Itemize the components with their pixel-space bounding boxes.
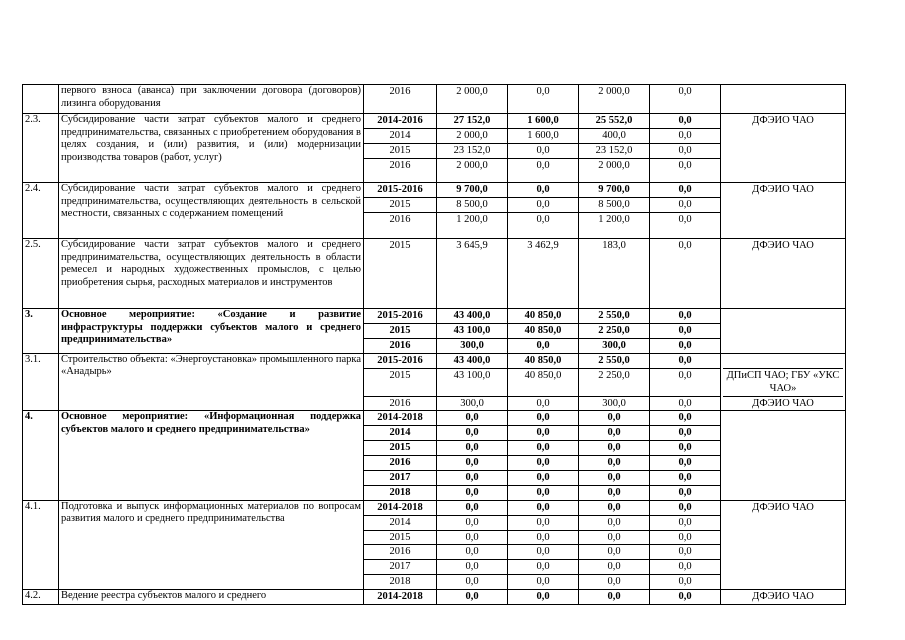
local-budget-value: 0,0: [650, 455, 720, 470]
regional-budget-cell: [579, 239, 650, 309]
regional-budget-value: 25 552,0: [595, 115, 633, 126]
total-amount-value: 2 000,0: [456, 86, 488, 97]
regional-budget-value: 300,0: [579, 396, 649, 411]
regional-budget-value: 300,0: [579, 338, 649, 353]
period-value: 2015-2016: [377, 310, 423, 321]
period-cell: [364, 353, 437, 411]
executor-value: ДФЭИО ЧАО: [752, 184, 814, 195]
federal-budget-value: 0,0: [508, 338, 578, 353]
local-budget-value: 0,0: [650, 425, 720, 440]
local-budget-value: 0,0: [678, 86, 692, 97]
regional-budget-cell: [579, 353, 650, 411]
regional-budget-cell: [579, 500, 650, 589]
regional-budget-value: 2 000,0: [579, 158, 649, 173]
total-amount-value: 300,0: [437, 396, 507, 411]
total-amount-cell: [437, 183, 508, 239]
row-number: 2.4.: [23, 183, 59, 239]
total-amount-value: 0,0: [437, 559, 507, 574]
table-row: [23, 239, 846, 309]
federal-budget-cell: [508, 85, 579, 114]
period-value: 2016: [364, 338, 436, 353]
period-value: 2018: [364, 485, 436, 500]
row-number: 3.: [23, 309, 59, 354]
table-row: [23, 411, 846, 500]
table-body: [23, 85, 846, 605]
federal-budget-value: 0,0: [508, 470, 578, 485]
federal-budget-cell: [508, 183, 579, 239]
local-budget-value: 0,0: [650, 323, 720, 338]
executor-cell: [721, 353, 846, 411]
regional-budget-cell: [579, 590, 650, 605]
regional-budget-value: 8 500,0: [579, 197, 649, 212]
executor-value: ДФЭИО ЧАО: [752, 115, 814, 126]
regional-budget-value: 2 550,0: [598, 310, 630, 321]
regional-budget-cell: [579, 183, 650, 239]
regional-budget-value: 0,0: [579, 440, 649, 455]
regional-budget-value: 23 152,0: [579, 143, 649, 158]
total-amount-value: 43 100,0: [437, 368, 507, 396]
federal-budget-cell: [508, 500, 579, 589]
total-amount-value: 43 400,0: [453, 310, 491, 321]
total-amount-value: 0,0: [437, 574, 507, 589]
period-cell: [364, 500, 437, 589]
activity-description: Ведение реестра субъектов малого и среднего: [59, 590, 364, 605]
regional-budget-cell: [579, 114, 650, 183]
local-budget-value: 0,0: [678, 240, 692, 251]
federal-budget-cell: [508, 309, 579, 354]
table-row: [23, 114, 846, 183]
local-budget-value: 0,0: [650, 470, 720, 485]
executor-cell: [721, 590, 846, 605]
federal-budget-value: 0,0: [536, 184, 550, 195]
period-value: 2015: [389, 240, 411, 251]
period-cell: [364, 183, 437, 239]
federal-budget-value: 0,0: [536, 86, 550, 97]
executor-cell: [721, 85, 846, 114]
federal-budget-value: 0,0: [508, 197, 578, 212]
local-budget-value: 0,0: [678, 310, 692, 321]
total-amount-value: 9 700,0: [456, 184, 488, 195]
regional-budget-value: 0,0: [579, 470, 649, 485]
table-row: [23, 309, 846, 354]
local-budget-value: 0,0: [650, 544, 720, 559]
regional-budget-value: 2 250,0: [579, 368, 649, 396]
table-row: [23, 500, 846, 589]
table-row: [23, 85, 846, 114]
total-amount-value: 2 000,0: [437, 158, 507, 173]
total-amount-value: 0,0: [465, 591, 479, 603]
executor-value: ДФЭИО ЧАО: [723, 396, 843, 411]
total-amount-value: 3 645,9: [456, 240, 488, 251]
local-budget-cell: [650, 183, 721, 239]
local-budget-cell: [650, 114, 721, 183]
total-amount-value: 23 152,0: [437, 143, 507, 158]
regional-budget-cell: [579, 411, 650, 500]
local-budget-cell: [650, 590, 721, 605]
federal-budget-value: 0,0: [536, 412, 550, 424]
period-value: 2014-2018: [377, 412, 423, 424]
federal-budget-value: 0,0: [508, 396, 578, 411]
regional-budget-value: 2 250,0: [579, 323, 649, 338]
regional-budget-value: 9 700,0: [598, 184, 630, 195]
total-amount-cell: [437, 590, 508, 605]
regional-budget-value: 183,0: [602, 240, 626, 251]
activity-description: Строительство объекта: «Энергоустановка» промышленного парка «Анадырь»: [59, 353, 364, 411]
period-value: 2015: [364, 440, 436, 455]
federal-budget-value: 0,0: [508, 515, 578, 530]
local-budget-value: 0,0: [650, 212, 720, 227]
period-value: 2017: [364, 470, 436, 485]
local-budget-value: 0,0: [650, 396, 720, 411]
period-value: 2016: [364, 158, 436, 173]
period-value: 2014-2018: [377, 591, 423, 603]
executor-value: ДФЭИО ЧАО: [752, 591, 814, 603]
regional-budget-value: 0,0: [607, 591, 621, 603]
table-row: [23, 353, 846, 411]
total-amount-cell: [437, 114, 508, 183]
period-value: 2016: [364, 455, 436, 470]
executor-cell: [721, 411, 846, 500]
local-budget-value: 0,0: [678, 354, 692, 366]
federal-budget-value: 0,0: [536, 501, 550, 513]
federal-budget-value: 0,0: [508, 485, 578, 500]
federal-budget-cell: [508, 114, 579, 183]
federal-budget-value: 0,0: [508, 544, 578, 559]
period-value: 2014-2018: [377, 501, 423, 513]
local-budget-cell: [650, 309, 721, 354]
total-amount-cell: [437, 353, 508, 411]
local-budget-value: 0,0: [678, 115, 692, 126]
executor-cell: [721, 183, 846, 239]
federal-budget-value: 1 600,0: [527, 115, 559, 126]
row-number: 4.1.: [23, 500, 59, 589]
local-budget-value: 0,0: [678, 591, 692, 603]
activity-description: Подготовка и выпуск информационных материалов по вопросам развития малого и среднего предпринимательства: [59, 500, 364, 589]
total-amount-value: 0,0: [437, 544, 507, 559]
executor-cell: [721, 114, 846, 183]
period-value: 2015: [364, 143, 436, 158]
federal-budget-value: 40 850,0: [524, 310, 562, 321]
regional-budget-value: 0,0: [579, 544, 649, 559]
total-amount-value: 0,0: [437, 440, 507, 455]
regional-budget-value: 0,0: [579, 455, 649, 470]
local-budget-value: 0,0: [650, 197, 720, 212]
total-amount-value: 0,0: [437, 515, 507, 530]
local-budget-value: 0,0: [678, 412, 692, 424]
federal-budget-value: 0,0: [508, 212, 578, 227]
period-cell: [364, 239, 437, 309]
regional-budget-cell: [579, 85, 650, 114]
federal-budget-value: 40 850,0: [508, 368, 578, 396]
total-amount-value: 0,0: [465, 412, 479, 424]
federal-budget-value: 40 850,0: [524, 354, 562, 366]
regional-budget-value: 0,0: [579, 530, 649, 545]
regional-budget-value: 0,0: [579, 559, 649, 574]
federal-budget-value: 40 850,0: [508, 323, 578, 338]
period-cell: [364, 411, 437, 500]
total-amount-cell: [437, 239, 508, 309]
period-value: 2015-2016: [377, 354, 423, 366]
row-number: 4.: [23, 411, 59, 500]
total-amount-cell: [437, 309, 508, 354]
period-value: 2016: [364, 212, 436, 227]
regional-budget-value: 0,0: [579, 425, 649, 440]
local-budget-cell: [650, 85, 721, 114]
executor-cell: [721, 500, 846, 589]
local-budget-cell: [650, 411, 721, 500]
local-budget-cell: [650, 353, 721, 411]
period-value: 2015: [364, 197, 436, 212]
federal-budget-cell: [508, 590, 579, 605]
total-amount-value: 300,0: [437, 338, 507, 353]
activity-description: Субсидирование части затрат субъектов малого и среднего предпринимательства, связанных с приобретением оборудования в целях создания, и (или) развития, и (или) модернизации производства товаров (работ, услуг): [59, 114, 364, 183]
regional-budget-value: 0,0: [607, 501, 621, 513]
period-value: 2015: [364, 368, 436, 396]
executor-value: ДПиСП ЧАО; ГБУ «УКС ЧАО»: [723, 368, 843, 396]
row-number: 3.1.: [23, 353, 59, 411]
program-activities-table: [22, 84, 846, 605]
federal-budget-value: 0,0: [508, 158, 578, 173]
federal-budget-cell: [508, 239, 579, 309]
total-amount-value: 0,0: [437, 470, 507, 485]
local-budget-value: 0,0: [650, 368, 720, 396]
regional-budget-value: 0,0: [579, 485, 649, 500]
federal-budget-value: 0,0: [508, 530, 578, 545]
regional-budget-cell: [579, 309, 650, 354]
federal-budget-value: 0,0: [508, 425, 578, 440]
executor-cell: [721, 309, 846, 354]
period-value: 2014: [364, 515, 436, 530]
period-value: 2014: [364, 128, 436, 143]
activity-description: Основное мероприятие: «Создание и развитие инфраструктуры поддержки субъектов малого и среднего предпринимательства»: [59, 309, 364, 354]
federal-budget-value: 0,0: [508, 440, 578, 455]
activity-description: Субсидирование части затрат субъектов малого и среднего предпринимательства, осуществляющих деятельность в области ремесел и народных художественных промыслов, с целью приобретения сырья, расходных материалов и инструментов: [59, 239, 364, 309]
period-value: 2015: [364, 323, 436, 338]
period-value: 2015: [364, 530, 436, 545]
row-number: 4.2.: [23, 590, 59, 605]
federal-budget-value: 0,0: [508, 455, 578, 470]
local-budget-value: 0,0: [678, 501, 692, 513]
total-amount-value: 0,0: [465, 501, 479, 513]
total-amount-cell: [437, 411, 508, 500]
period-value: 2018: [364, 574, 436, 589]
regional-budget-value: 2 000,0: [598, 86, 630, 97]
total-amount-value: 0,0: [437, 530, 507, 545]
period-value: 2017: [364, 559, 436, 574]
executor-cell: [721, 239, 846, 309]
local-budget-value: 0,0: [650, 143, 720, 158]
local-budget-value: 0,0: [650, 338, 720, 353]
total-amount-value: 0,0: [437, 485, 507, 500]
total-amount-value: 43 400,0: [453, 354, 491, 366]
local-budget-value: 0,0: [650, 530, 720, 545]
executor-value: ДФЭИО ЧАО: [752, 240, 814, 251]
local-budget-value: 0,0: [650, 559, 720, 574]
total-amount-value: 2 000,0: [437, 128, 507, 143]
activity-description: первого взноса (аванса) при заключении договора (договоров) лизинга оборудования: [59, 85, 364, 114]
executor-value: [723, 354, 843, 368]
local-budget-value: 0,0: [650, 485, 720, 500]
federal-budget-value: 0,0: [508, 559, 578, 574]
total-amount-cell: [437, 85, 508, 114]
row-number: [23, 85, 59, 114]
local-budget-cell: [650, 239, 721, 309]
executor-value: ДФЭИО ЧАО: [752, 501, 814, 513]
regional-budget-value: 0,0: [579, 574, 649, 589]
local-budget-value: 0,0: [650, 574, 720, 589]
regional-budget-value: 2 550,0: [598, 354, 630, 366]
federal-budget-value: 3 462,9: [527, 240, 559, 251]
federal-budget-cell: [508, 411, 579, 500]
period-value: 2014-2016: [377, 115, 423, 126]
local-budget-value: 0,0: [650, 158, 720, 173]
federal-budget-value: 0,0: [508, 143, 578, 158]
local-budget-value: 0,0: [650, 440, 720, 455]
table-row: [23, 590, 846, 605]
period-value: 2014: [364, 425, 436, 440]
local-budget-value: 0,0: [650, 515, 720, 530]
period-value: 2016: [364, 544, 436, 559]
federal-budget-value: 1 600,0: [508, 128, 578, 143]
federal-budget-value: 0,0: [508, 574, 578, 589]
period-cell: [364, 590, 437, 605]
total-amount-value: 0,0: [437, 425, 507, 440]
total-amount-value: 8 500,0: [437, 197, 507, 212]
activity-description: Субсидирование части затрат субъектов малого и среднего предпринимательства, осуществляющих деятельность в сельской местности, связанных с содержанием помещений: [59, 183, 364, 239]
regional-budget-value: 1 200,0: [579, 212, 649, 227]
local-budget-cell: [650, 500, 721, 589]
regional-budget-value: 0,0: [607, 412, 621, 424]
total-amount-value: 0,0: [437, 455, 507, 470]
federal-budget-value: 0,0: [536, 591, 550, 603]
regional-budget-value: 400,0: [579, 128, 649, 143]
period-cell: [364, 114, 437, 183]
period-cell: [364, 85, 437, 114]
regional-budget-value: 0,0: [579, 515, 649, 530]
period-value: 2015-2016: [377, 184, 423, 195]
row-number: 2.3.: [23, 114, 59, 183]
period-value: 2016: [364, 396, 436, 411]
federal-budget-cell: [508, 353, 579, 411]
row-number: 2.5.: [23, 239, 59, 309]
total-amount-cell: [437, 500, 508, 589]
local-budget-value: 0,0: [678, 184, 692, 195]
total-amount-value: 43 100,0: [437, 323, 507, 338]
local-budget-value: 0,0: [650, 128, 720, 143]
period-value: 2016: [389, 86, 411, 97]
activity-description: Основное мероприятие: «Информационная поддержка субъектов малого и среднего предпринимательства»: [59, 411, 364, 500]
table-row: [23, 183, 846, 239]
total-amount-value: 27 152,0: [453, 115, 491, 126]
total-amount-value: 1 200,0: [437, 212, 507, 227]
period-cell: [364, 309, 437, 354]
